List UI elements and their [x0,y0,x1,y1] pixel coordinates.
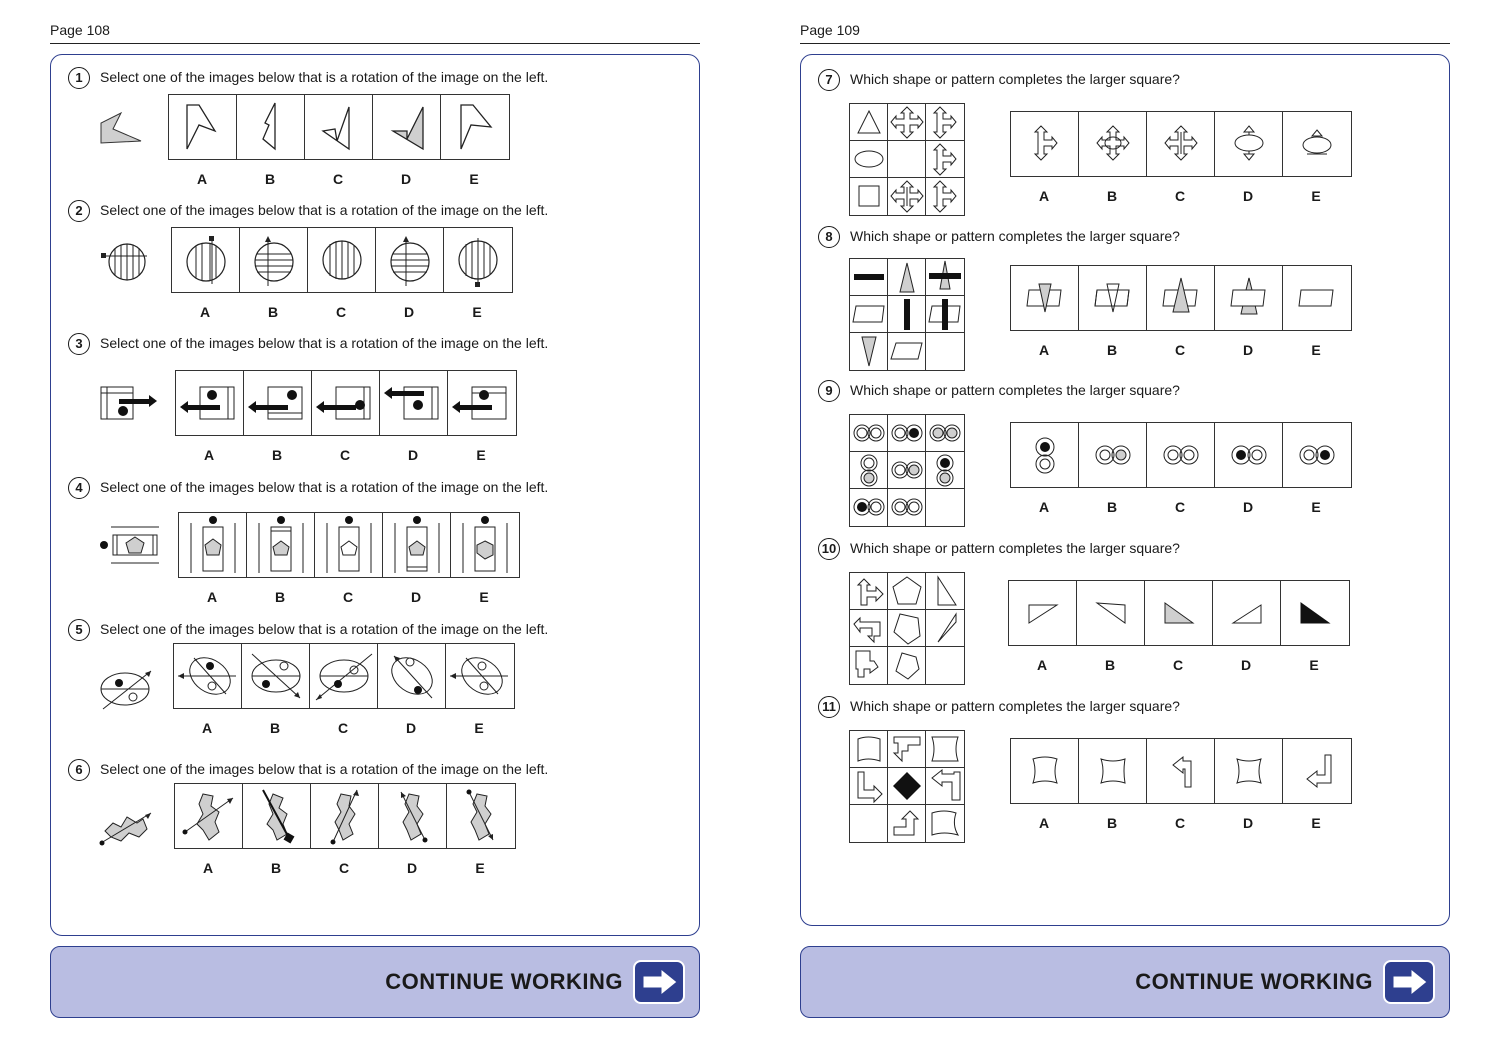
answer-options [175,370,517,436]
label-d: D [400,171,412,187]
question-number: 10 [818,538,840,560]
question-number: 4 [68,477,90,499]
label-b: B [270,860,282,876]
option-b[interactable] [1079,266,1147,330]
label-a: A [1038,815,1050,831]
option-letters [168,171,508,187]
label-d: D [1242,815,1254,831]
label-b: B [1106,342,1118,358]
option-e[interactable] [1283,112,1351,176]
label-e: E [1309,657,1319,673]
option-a[interactable] [1011,739,1079,803]
label-a: A [1038,499,1050,515]
label-a: A [1036,657,1048,673]
option-e[interactable] [1283,266,1351,330]
label-e: E [469,171,479,187]
option-d[interactable] [378,644,446,708]
stem-image [97,107,147,147]
label-b: B [269,720,281,736]
option-c[interactable] [312,371,380,435]
option-letters [173,720,513,736]
option-d[interactable] [383,513,451,577]
option-b[interactable] [1079,423,1147,487]
label-a: A [203,447,215,463]
question-number: 5 [68,619,90,641]
label-a: A [201,720,213,736]
question-number: 1 [68,67,90,89]
option-e[interactable] [1283,739,1351,803]
option-c[interactable] [305,95,373,159]
header-rule [50,43,700,44]
right-arrow-icon[interactable] [1383,960,1435,1004]
question-text: Which shape or pattern completes the larger square? [850,698,1180,714]
option-d[interactable] [1215,112,1283,176]
stem-image [99,667,155,711]
option-letters [174,860,514,876]
label-b: B [264,171,276,187]
question-number: 3 [68,333,90,355]
page-109 [800,0,1450,1061]
option-a[interactable] [1011,423,1079,487]
option-d[interactable] [1215,423,1283,487]
label-b: B [267,304,279,320]
option-letters [1010,342,1350,358]
option-a[interactable] [179,513,247,577]
option-c[interactable] [1147,739,1215,803]
option-e[interactable] [448,371,516,435]
option-e[interactable] [1283,423,1351,487]
page-108 [50,0,700,1061]
answer-options [1010,422,1352,488]
label-e: E [1311,188,1321,204]
option-letters [171,304,511,320]
option-c[interactable] [1147,423,1215,487]
option-letters [1010,499,1350,515]
label-b: B [1106,815,1118,831]
option-letters [178,589,518,605]
question-number: 11 [818,696,840,718]
continue-working-bar[interactable] [50,946,700,1018]
option-b[interactable] [244,371,312,435]
page-number: Page 109 [800,22,860,38]
answer-options [1010,111,1352,177]
label-e: E [476,447,486,463]
questions-panel [800,54,1450,926]
label-e: E [1311,499,1321,515]
option-e[interactable] [441,95,509,159]
label-c: C [1172,657,1184,673]
question-number: 2 [68,200,90,222]
question-number: 7 [818,69,840,91]
answer-options [173,643,515,709]
label-b: B [271,447,283,463]
stem-image [99,807,155,847]
option-b[interactable] [240,228,308,292]
stem-image [99,240,151,284]
right-arrow-icon[interactable] [633,960,685,1004]
label-d: D [1240,657,1252,673]
pattern-grid [849,414,965,527]
label-a: A [196,171,208,187]
option-e[interactable] [444,228,512,292]
question-text: Select one of the images below that is a rotation of the image on the left. [100,69,549,85]
option-b[interactable] [242,644,310,708]
option-b[interactable] [237,95,305,159]
question-text: Select one of the images below that is a rotation of the image on the left. [100,202,549,218]
pattern-grid [849,103,965,216]
page-number: Page 108 [50,22,110,38]
answer-options [1008,580,1350,646]
option-a[interactable] [1011,112,1079,176]
question-number: 9 [818,380,840,402]
option-letters [1010,815,1350,831]
option-d[interactable] [1213,581,1281,645]
label-c: C [342,589,354,605]
option-d[interactable] [376,228,444,292]
label-c: C [338,860,350,876]
option-a[interactable] [176,371,244,435]
label-a: A [1038,342,1050,358]
option-c[interactable] [308,228,376,292]
option-a[interactable] [175,784,243,848]
label-b: B [1104,657,1116,673]
answer-options [174,783,516,849]
option-d[interactable] [1215,266,1283,330]
label-c: C [337,720,349,736]
label-d: D [406,860,418,876]
question-text: Which shape or pattern completes the larger square? [850,71,1180,87]
option-c[interactable] [311,784,379,848]
question-text: Which shape or pattern completes the larger square? [850,228,1180,244]
question-text: Select one of the images below that is a rotation of the image on the left. [100,761,549,777]
continue-working-bar[interactable] [800,946,1450,1018]
question-text: Select one of the images below that is a rotation of the image on the left. [100,335,549,351]
answer-options [178,512,520,578]
option-b[interactable] [247,513,315,577]
option-e[interactable] [451,513,519,577]
label-d: D [405,720,417,736]
continue-working-label: CONTINUE WORKING [385,969,623,994]
answer-options [1010,738,1352,804]
option-c[interactable] [1147,266,1215,330]
label-a: A [1038,188,1050,204]
pattern-grid [849,572,965,685]
label-e: E [475,860,485,876]
label-d: D [1242,342,1254,358]
label-d: D [403,304,415,320]
option-a[interactable] [172,228,240,292]
label-e: E [479,589,489,605]
option-c[interactable] [1145,581,1213,645]
option-d[interactable] [379,784,447,848]
label-c: C [1174,188,1186,204]
label-c: C [1174,815,1186,831]
label-e: E [474,720,484,736]
question-text: Select one of the images below that is a rotation of the image on the left. [100,621,549,637]
option-d[interactable] [1215,739,1283,803]
label-e: E [472,304,482,320]
label-e: E [1311,815,1321,831]
option-letters [1008,657,1348,673]
label-c: C [335,304,347,320]
question-number: 6 [68,759,90,781]
stem-image [99,523,163,567]
pattern-grid [849,730,965,843]
question-text: Which shape or pattern completes the larger square? [850,382,1180,398]
option-e[interactable] [446,644,514,708]
continue-working-label: CONTINUE WORKING [1135,969,1373,994]
label-e: E [1311,342,1321,358]
question-text: Select one of the images below that is a rotation of the image on the left. [100,479,549,495]
option-c[interactable] [1147,112,1215,176]
label-a: A [199,304,211,320]
answer-options [171,227,513,293]
stem-image [99,383,159,423]
header-rule [800,43,1450,44]
label-c: C [332,171,344,187]
option-letters [1010,188,1350,204]
pattern-grid [849,258,965,371]
label-a: A [202,860,214,876]
option-a[interactable] [1011,266,1079,330]
option-a[interactable] [174,644,242,708]
label-c: C [339,447,351,463]
option-d[interactable] [373,95,441,159]
answer-options [168,94,510,160]
option-c[interactable] [315,513,383,577]
label-c: C [1174,342,1186,358]
label-d: D [1242,499,1254,515]
question-text: Which shape or pattern completes the larger square? [850,540,1180,556]
option-e[interactable] [447,784,515,848]
option-b[interactable] [1077,581,1145,645]
label-b: B [1106,188,1118,204]
label-d: D [410,589,422,605]
option-b[interactable] [1079,112,1147,176]
option-d[interactable] [380,371,448,435]
label-a: A [206,589,218,605]
label-d: D [1242,188,1254,204]
label-d: D [407,447,419,463]
option-e[interactable] [1281,581,1349,645]
question-number: 8 [818,226,840,248]
label-b: B [1106,499,1118,515]
option-c[interactable] [310,644,378,708]
option-a[interactable] [169,95,237,159]
option-b[interactable] [243,784,311,848]
option-a[interactable] [1009,581,1077,645]
label-b: B [274,589,286,605]
label-c: C [1174,499,1186,515]
option-b[interactable] [1079,739,1147,803]
questions-panel [50,54,700,936]
option-letters [175,447,515,463]
answer-options [1010,265,1352,331]
